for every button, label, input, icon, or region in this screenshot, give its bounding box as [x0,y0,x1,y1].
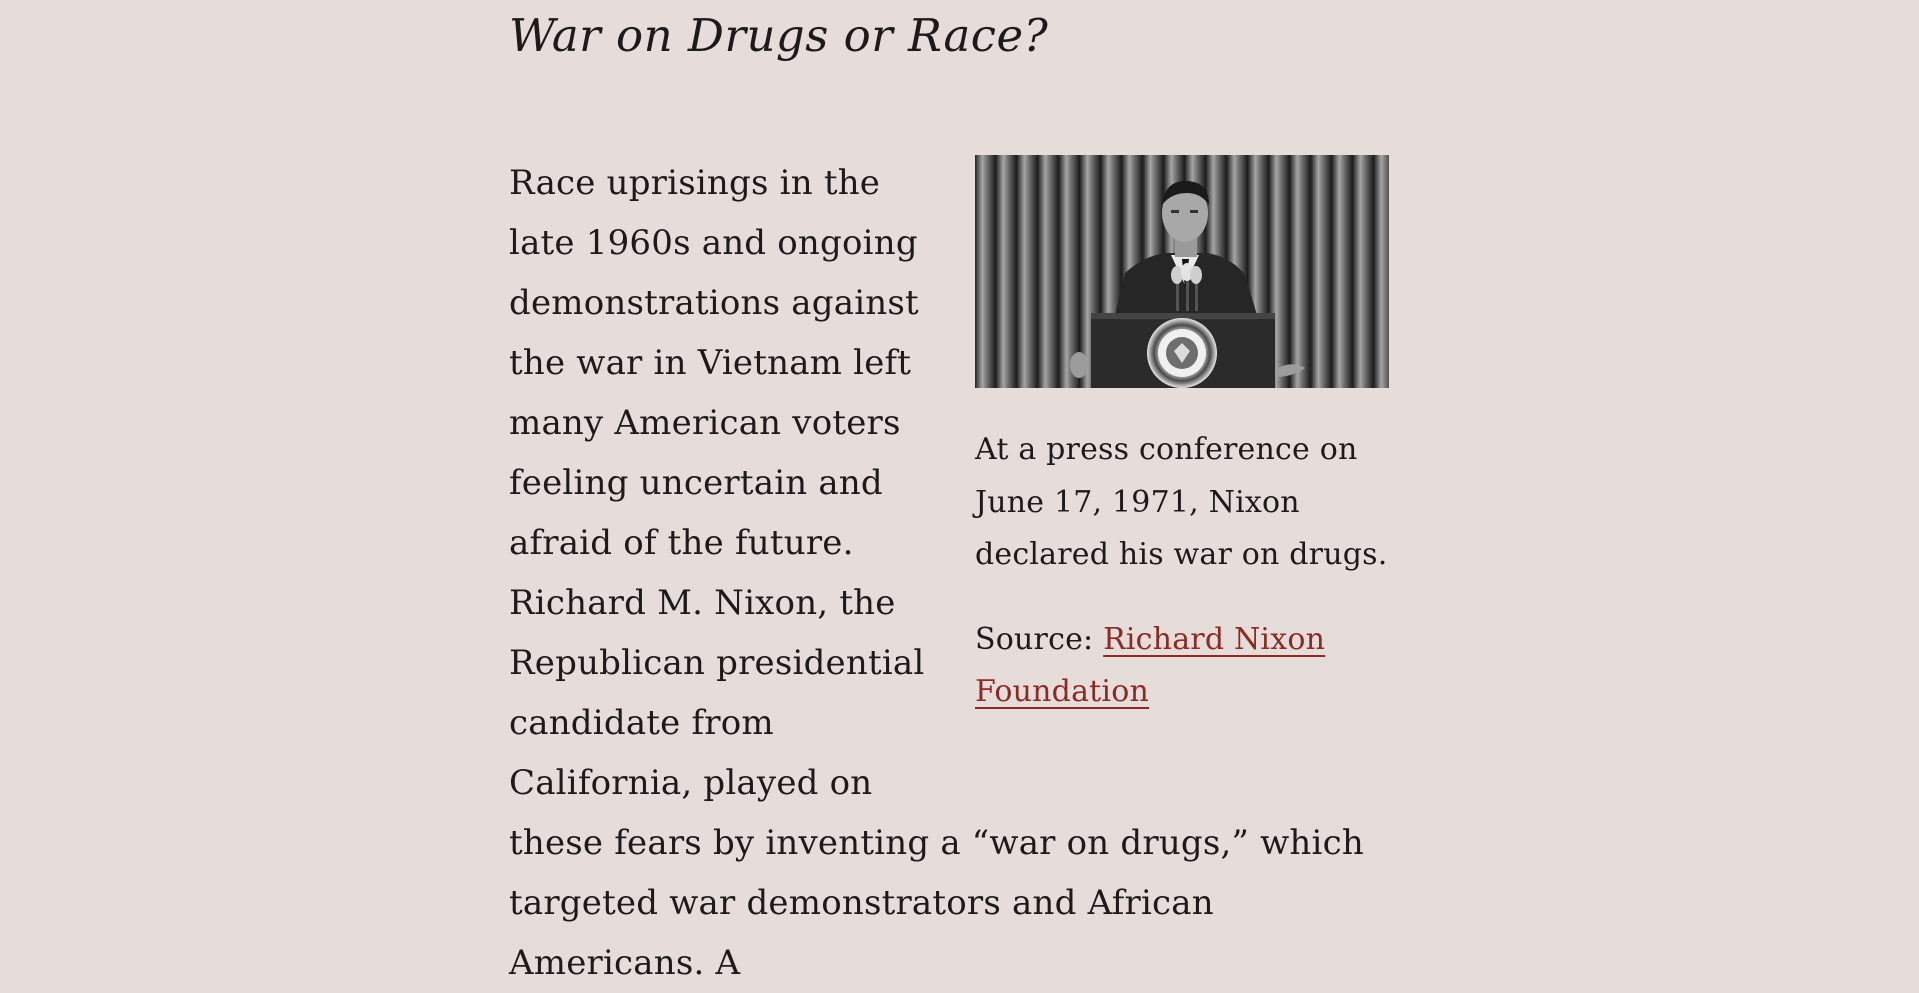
article-paragraph: Race uprisings in the late 1960s and ongoing demonstrations against the war in Vietnam left many American voters feeling uncertain and afraid of the future. Richard M. Nixon, the Republican presidential candidate from California, played on these fears by inventing a “war on drugs,” which targeted war demonstrators and African Americans. A [509,163,1364,983]
source-link[interactable]: Richard Nixon Foundation [975,621,1326,709]
photo-figure [975,155,1389,775]
article-title: War on Drugs or Race? [509,9,1049,62]
photo-caption: At a press conference on June 17, 1971, Nixon declared his war on drugs. [975,432,1388,572]
article-body [509,153,1389,993]
source-label: Source: [975,621,1094,657]
photo-source [975,614,1389,719]
nixon-press-conference-photo [975,155,1389,388]
